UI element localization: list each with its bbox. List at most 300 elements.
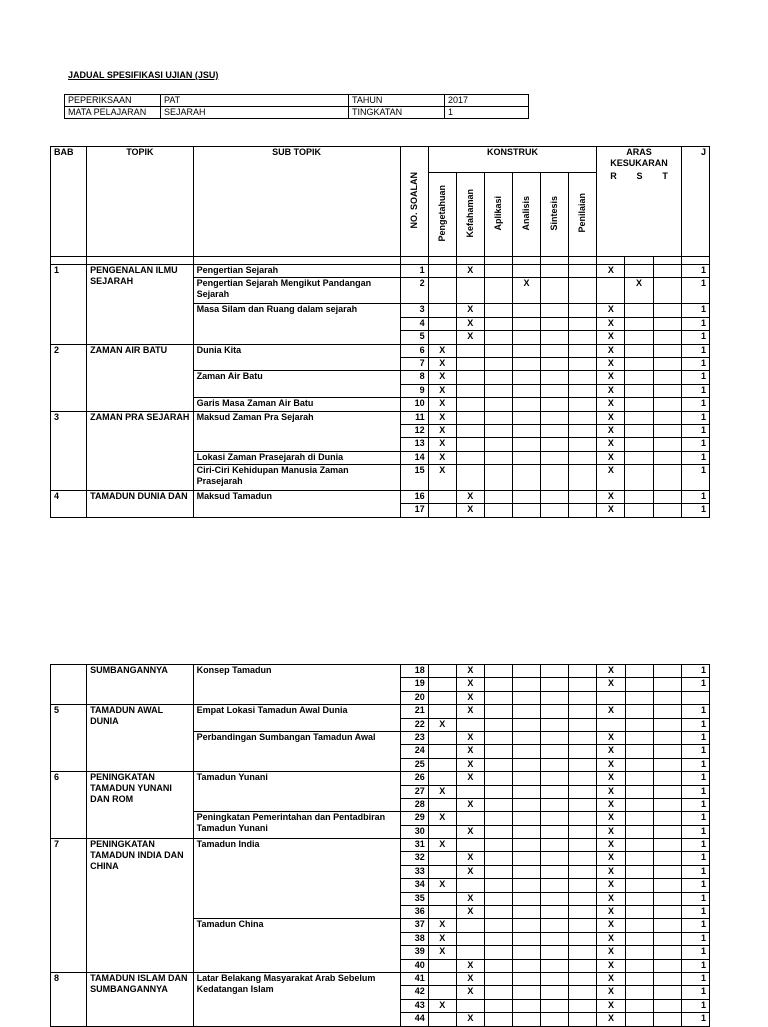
header-j: J <box>681 147 709 257</box>
konstruk-mark-cell: X <box>428 946 456 959</box>
no-soalan-cell: 32 <box>400 852 428 865</box>
no-soalan-cell: 11 <box>400 411 428 424</box>
konstruk-mark-cell: X <box>428 465 456 491</box>
aras-mark-cell <box>653 772 681 785</box>
table-row <box>51 705 710 718</box>
no-soalan-cell: 14 <box>400 451 428 464</box>
konstruk-mark-cell <box>484 357 512 370</box>
j-cell: 1 <box>681 304 709 317</box>
konstruk-mark-cell <box>569 265 597 278</box>
aras-mark-cell <box>653 384 681 397</box>
aras-mark-cell: X <box>597 304 625 317</box>
info-cell: TAHUN <box>349 95 445 107</box>
header-row <box>51 147 710 173</box>
konstruk-mark-cell <box>428 317 456 330</box>
konstruk-mark-cell: X <box>456 678 484 691</box>
konstruk-mark-cell <box>541 825 569 838</box>
aras-mark-cell <box>653 986 681 999</box>
konstruk-mark-cell <box>512 451 540 464</box>
j-cell: 1 <box>681 745 709 758</box>
konstruk-mark-cell: X <box>428 357 456 370</box>
konstruk-mark-cell <box>513 785 541 798</box>
sub-topik-cell: Latar Belakang Masyarakat Arab Sebelum Kedatangan Islam <box>193 972 400 1026</box>
no-soalan-cell: 9 <box>400 384 428 397</box>
konstruk-mark-cell <box>541 745 569 758</box>
konstruk-mark-cell <box>569 932 597 945</box>
info-cell: TINGKATAN <box>349 107 445 119</box>
konstruk-mark-cell: X <box>428 785 456 798</box>
j-cell: 1 <box>681 986 709 999</box>
aras-mark-cell <box>625 772 653 785</box>
j-cell: 1 <box>681 946 709 959</box>
aras-mark-cell: X <box>597 892 625 905</box>
aras-mark-cell <box>653 892 681 905</box>
konstruk-mark-cell <box>456 438 484 451</box>
konstruk-mark-cell <box>513 705 541 718</box>
konstruk-mark-cell <box>484 731 512 744</box>
no-soalan-cell: 6 <box>400 344 428 357</box>
aras-mark-cell <box>653 398 681 411</box>
aras-mark-cell <box>653 852 681 865</box>
konstruk-mark-cell <box>428 825 456 838</box>
konstruk-mark-cell: X <box>428 384 456 397</box>
aras-mark-cell <box>625 718 653 731</box>
konstruk-mark-cell <box>428 278 456 304</box>
konstruk-mark-cell <box>569 972 597 985</box>
aras-mark-cell <box>653 438 681 451</box>
konstruk-mark-cell <box>569 919 597 932</box>
no-soalan-cell: 3 <box>400 304 428 317</box>
aras-mark-cell <box>653 919 681 932</box>
no-soalan-cell: 5 <box>400 331 428 344</box>
konstruk-mark-cell <box>456 812 484 825</box>
exam-info-table <box>64 94 529 119</box>
konstruk-mark-cell <box>456 932 484 945</box>
konstruk-label: Penilaian <box>577 193 588 233</box>
no-soalan-cell: 37 <box>400 919 428 932</box>
konstruk-mark-cell <box>484 1013 512 1026</box>
aras-mark-cell <box>625 317 653 330</box>
konstruk-mark-cell <box>512 424 540 437</box>
konstruk-mark-cell: X <box>456 825 484 838</box>
konstruk-mark-cell: X <box>428 344 456 357</box>
aras-mark-cell <box>625 879 653 892</box>
konstruk-mark-cell <box>428 678 456 691</box>
konstruk-mark-cell: X <box>456 892 484 905</box>
konstruk-mark-cell <box>456 384 484 397</box>
j-cell: 1 <box>681 758 709 771</box>
konstruk-mark-cell <box>456 371 484 384</box>
no-soalan-cell: 15 <box>400 465 428 491</box>
bab-cell: 8 <box>51 972 87 1026</box>
no-soalan-cell: 41 <box>400 972 428 985</box>
konstruk-mark-cell <box>456 718 484 731</box>
konstruk-mark-cell <box>484 972 512 985</box>
aras-mark-cell <box>625 906 653 919</box>
aras-mark-cell <box>625 932 653 945</box>
konstruk-mark-cell <box>428 865 456 878</box>
konstruk-mark-cell <box>484 491 512 504</box>
konstruk-mark-cell <box>569 438 597 451</box>
konstruk-mark-cell <box>428 986 456 999</box>
konstruk-label: Pengetahuan <box>436 184 447 242</box>
konstruk-mark-cell <box>569 946 597 959</box>
no-soalan-cell: 35 <box>400 892 428 905</box>
aras-mark-cell: X <box>597 798 625 811</box>
konstruk-mark-cell <box>541 398 569 411</box>
header-aras-label: ARAS KESUKARAN <box>610 147 668 168</box>
aras-mark-cell <box>625 705 653 718</box>
konstruk-mark-cell <box>428 972 456 985</box>
aras-mark-cell: X <box>597 265 625 278</box>
aras-mark-cell: X <box>597 491 625 504</box>
konstruk-mark-cell: X <box>428 371 456 384</box>
konstruk-mark-cell <box>513 839 541 852</box>
table-row <box>51 344 710 357</box>
no-soalan-cell: 31 <box>400 839 428 852</box>
konstruk-mark-cell <box>569 411 597 424</box>
aras-mark-cell: X <box>597 1013 625 1026</box>
j-cell: 1 <box>681 932 709 945</box>
spacer-cell <box>625 257 653 265</box>
konstruk-mark-cell <box>541 932 569 945</box>
konstruk-mark-cell <box>513 772 541 785</box>
aras-mark-cell: X <box>597 398 625 411</box>
no-soalan-cell: 43 <box>400 999 428 1012</box>
konstruk-mark-cell <box>541 999 569 1012</box>
info-cell: SEJARAH <box>161 107 349 119</box>
aras-mark-cell <box>625 865 653 878</box>
no-soalan-cell: 1 <box>400 265 428 278</box>
konstruk-mark-cell: X <box>428 839 456 852</box>
aras-level-t: T <box>662 171 668 181</box>
topik-cell: PENINGKATAN TAMADUN YUNANI DAN ROM <box>87 772 193 839</box>
konstruk-mark-cell <box>569 424 597 437</box>
konstruk-mark-cell <box>456 344 484 357</box>
konstruk-mark-cell <box>513 852 541 865</box>
konstruk-mark-cell <box>484 504 512 517</box>
konstruk-mark-cell <box>484 919 512 932</box>
konstruk-mark-cell <box>569 691 597 704</box>
aras-mark-cell <box>625 986 653 999</box>
aras-mark-cell <box>625 451 653 464</box>
konstruk-mark-cell <box>484 758 512 771</box>
konstruk-mark-cell <box>512 398 540 411</box>
spacer-cell <box>653 257 681 265</box>
konstruk-mark-cell <box>428 959 456 972</box>
konstruk-mark-cell <box>541 772 569 785</box>
aras-mark-cell <box>653 504 681 517</box>
bab-cell: 7 <box>51 839 87 973</box>
konstruk-mark-cell <box>456 946 484 959</box>
header-topik: TOPIK <box>87 147 193 257</box>
konstruk-mark-cell <box>484 772 512 785</box>
konstruk-mark-cell <box>569 384 597 397</box>
konstruk-mark-cell <box>541 504 569 517</box>
info-cell: PEPERIKSAAN <box>65 95 161 107</box>
no-soalan-cell: 12 <box>400 424 428 437</box>
aras-mark-cell <box>625 972 653 985</box>
no-soalan-cell: 21 <box>400 705 428 718</box>
konstruk-mark-cell <box>541 465 569 491</box>
aras-mark-cell: X <box>625 278 653 304</box>
sub-topik-cell: Lokasi Zaman Prasejarah di Dunia <box>193 451 400 464</box>
konstruk-label: Kefahaman <box>464 188 475 238</box>
konstruk-mark-cell <box>541 986 569 999</box>
konstruk-mark-cell <box>484 906 512 919</box>
konstruk-mark-cell <box>541 371 569 384</box>
aras-mark-cell <box>653 357 681 370</box>
no-soalan-cell: 34 <box>400 879 428 892</box>
aras-mark-cell: X <box>597 999 625 1012</box>
spacer-cell <box>681 257 709 265</box>
aras-mark-cell <box>653 451 681 464</box>
bab-cell: 5 <box>51 705 87 772</box>
konstruk-mark-cell: X <box>456 691 484 704</box>
no-soalan-cell: 29 <box>400 812 428 825</box>
sub-topik-cell: Empat Lokasi Tamadun Awal Dunia <box>193 705 400 732</box>
aras-mark-cell: X <box>597 825 625 838</box>
no-soalan-cell: 38 <box>400 932 428 945</box>
konstruk-mark-cell: X <box>428 451 456 464</box>
aras-mark-cell <box>625 465 653 491</box>
aras-mark-cell <box>625 504 653 517</box>
j-cell: 1 <box>681 278 709 304</box>
aras-mark-cell: X <box>597 705 625 718</box>
aras-mark-cell <box>625 825 653 838</box>
konstruk-mark-cell <box>484 691 512 704</box>
aras-mark-cell <box>625 344 653 357</box>
aras-mark-cell <box>653 424 681 437</box>
konstruk-mark-cell <box>513 865 541 878</box>
sub-topik-cell: Konsep Tamadun <box>193 665 400 705</box>
aras-mark-cell: X <box>597 758 625 771</box>
konstruk-mark-cell <box>484 825 512 838</box>
bab-cell: 4 <box>51 491 87 518</box>
aras-mark-cell: X <box>597 959 625 972</box>
konstruk-mark-cell <box>541 317 569 330</box>
konstruk-mark-cell <box>569 371 597 384</box>
aras-mark-cell: X <box>597 371 625 384</box>
aras-mark-cell <box>653 758 681 771</box>
aras-mark-cell <box>625 438 653 451</box>
konstruk-mark-cell <box>541 758 569 771</box>
konstruk-mark-cell: X <box>456 959 484 972</box>
spacer-cell <box>51 257 87 265</box>
topik-cell: PENGENALAN ILMU SEJARAH <box>87 265 193 345</box>
aras-mark-cell <box>625 798 653 811</box>
aras-mark-cell <box>653 972 681 985</box>
aras-mark-cell <box>653 999 681 1012</box>
aras-mark-cell: X <box>597 384 625 397</box>
konstruk-mark-cell <box>569 491 597 504</box>
konstruk-mark-cell <box>484 465 512 491</box>
konstruk-mark-cell <box>541 972 569 985</box>
aras-mark-cell <box>625 411 653 424</box>
aras-mark-cell: X <box>597 678 625 691</box>
j-cell: 1 <box>681 825 709 838</box>
j-cell: 1 <box>681 798 709 811</box>
sub-topik-cell: Perbandingan Sumbangan Tamadun Awal <box>193 731 400 771</box>
topik-cell: ZAMAN AIR BATU <box>87 344 193 411</box>
aras-level-s: S <box>636 171 643 181</box>
konstruk-mark-cell <box>541 278 569 304</box>
konstruk-mark-cell <box>428 798 456 811</box>
konstruk-mark-cell <box>513 745 541 758</box>
konstruk-mark-cell <box>484 839 512 852</box>
bab-cell: 6 <box>51 772 87 839</box>
konstruk-mark-cell <box>541 959 569 972</box>
header-sub-topik: SUB TOPIK <box>193 147 400 257</box>
table-row <box>51 491 710 504</box>
konstruk-mark-cell <box>541 946 569 959</box>
konstruk-mark-cell <box>456 465 484 491</box>
aras-mark-cell: X <box>597 411 625 424</box>
aras-mark-cell <box>653 959 681 972</box>
aras-mark-cell <box>625 959 653 972</box>
konstruk-mark-cell <box>456 398 484 411</box>
table-row <box>51 972 710 985</box>
aras-mark-cell <box>653 371 681 384</box>
j-cell: 1 <box>681 852 709 865</box>
no-soalan-cell: 7 <box>400 357 428 370</box>
j-cell: 1 <box>681 731 709 744</box>
no-soalan-cell: 2 <box>400 278 428 304</box>
konstruk-mark-cell <box>541 357 569 370</box>
konstruk-mark-cell <box>513 718 541 731</box>
konstruk-mark-cell <box>484 946 512 959</box>
aras-mark-cell: X <box>597 451 625 464</box>
konstruk-mark-cell <box>569 317 597 330</box>
konstruk-mark-cell: X <box>456 304 484 317</box>
j-cell: 1 <box>681 865 709 878</box>
konstruk-mark-cell <box>484 384 512 397</box>
konstruk-mark-cell <box>513 906 541 919</box>
spacer-cell <box>512 257 540 265</box>
j-cell: 1 <box>681 317 709 330</box>
aras-mark-cell: X <box>597 357 625 370</box>
konstruk-mark-cell <box>484 411 512 424</box>
aras-mark-cell <box>653 1013 681 1026</box>
konstruk-mark-cell <box>484 785 512 798</box>
j-cell: 1 <box>681 411 709 424</box>
j-cell: 1 <box>681 424 709 437</box>
konstruk-mark-cell <box>569 451 597 464</box>
no-soalan-cell: 4 <box>400 317 428 330</box>
aras-mark-cell <box>625 812 653 825</box>
j-cell: 1 <box>681 906 709 919</box>
konstruk-mark-cell <box>484 705 512 718</box>
konstruk-mark-cell <box>541 665 569 678</box>
no-soalan-cell: 10 <box>400 398 428 411</box>
konstruk-mark-cell: X <box>428 424 456 437</box>
aras-mark-cell <box>653 839 681 852</box>
j-cell: 1 <box>681 265 709 278</box>
sub-topik-cell: Zaman Air Batu <box>193 371 400 398</box>
aras-mark-cell: X <box>597 317 625 330</box>
aras-mark-cell <box>653 331 681 344</box>
konstruk-mark-cell: X <box>456 317 484 330</box>
aras-mark-cell: X <box>597 772 625 785</box>
konstruk-mark-cell <box>569 357 597 370</box>
konstruk-mark-cell: X <box>428 398 456 411</box>
aras-mark-cell <box>625 852 653 865</box>
konstruk-mark-cell <box>541 678 569 691</box>
aras-mark-cell <box>625 785 653 798</box>
konstruk-mark-cell <box>512 384 540 397</box>
bab-cell: 1 <box>51 265 87 345</box>
j-cell: 1 <box>681 504 709 517</box>
aras-mark-cell: X <box>597 745 625 758</box>
aras-mark-cell <box>653 879 681 892</box>
j-cell: 1 <box>681 919 709 932</box>
info-row <box>65 95 529 107</box>
konstruk-mark-cell <box>484 852 512 865</box>
aras-mark-cell: X <box>597 731 625 744</box>
bab-cell <box>51 665 87 705</box>
konstruk-mark-cell <box>541 879 569 892</box>
konstruk-mark-cell <box>513 798 541 811</box>
konstruk-mark-cell: X <box>456 491 484 504</box>
konstruk-mark-cell <box>428 772 456 785</box>
j-cell: 1 <box>681 705 709 718</box>
no-soalan-cell: 16 <box>400 491 428 504</box>
aras-mark-cell <box>653 731 681 744</box>
aras-mark-cell <box>625 304 653 317</box>
konstruk-mark-cell: X <box>512 278 540 304</box>
aras-mark-cell <box>625 999 653 1012</box>
konstruk-mark-cell <box>456 357 484 370</box>
info-cell: MATA PELAJARAN <box>65 107 161 119</box>
aras-mark-cell: X <box>597 665 625 678</box>
sub-topik-cell: Garis Masa Zaman Air Batu <box>193 398 400 411</box>
konstruk-mark-cell: X <box>428 932 456 945</box>
info-cell: 2017 <box>445 95 529 107</box>
konstruk-mark-cell <box>513 665 541 678</box>
j-cell: 1 <box>681 384 709 397</box>
konstruk-mark-cell: X <box>456 705 484 718</box>
konstruk-mark-cell: X <box>456 972 484 985</box>
konstruk-mark-cell <box>541 438 569 451</box>
konstruk-mark-cell <box>541 839 569 852</box>
j-cell: 1 <box>681 785 709 798</box>
topik-cell: ZAMAN PRA SEJARAH <box>87 411 193 491</box>
konstruk-mark-cell <box>512 371 540 384</box>
j-cell <box>681 691 709 704</box>
topik-cell: PENINGKATAN TAMADUN INDIA DAN CHINA <box>87 839 193 973</box>
aras-mark-cell <box>653 665 681 678</box>
aras-mark-cell <box>653 865 681 878</box>
spacer-cell <box>87 257 193 265</box>
konstruk-mark-cell <box>484 879 512 892</box>
spacer-cell <box>428 257 456 265</box>
no-soalan-cell: 25 <box>400 758 428 771</box>
aras-mark-cell <box>653 678 681 691</box>
jsu-table-part-2 <box>50 664 710 1027</box>
topik-cell: TAMADUN ISLAM DAN SUMBANGANNYA <box>87 972 193 1026</box>
konstruk-mark-cell <box>513 758 541 771</box>
konstruk-mark-cell <box>541 411 569 424</box>
konstruk-mark-cell <box>541 424 569 437</box>
konstruk-mark-cell: X <box>428 919 456 932</box>
konstruk-mark-cell <box>513 825 541 838</box>
konstruk-mark-cell <box>569 718 597 731</box>
aras-mark-cell <box>625 398 653 411</box>
aras-mark-cell <box>653 411 681 424</box>
konstruk-mark-cell <box>569 278 597 304</box>
konstruk-mark-cell <box>569 959 597 972</box>
konstruk-mark-cell <box>569 772 597 785</box>
